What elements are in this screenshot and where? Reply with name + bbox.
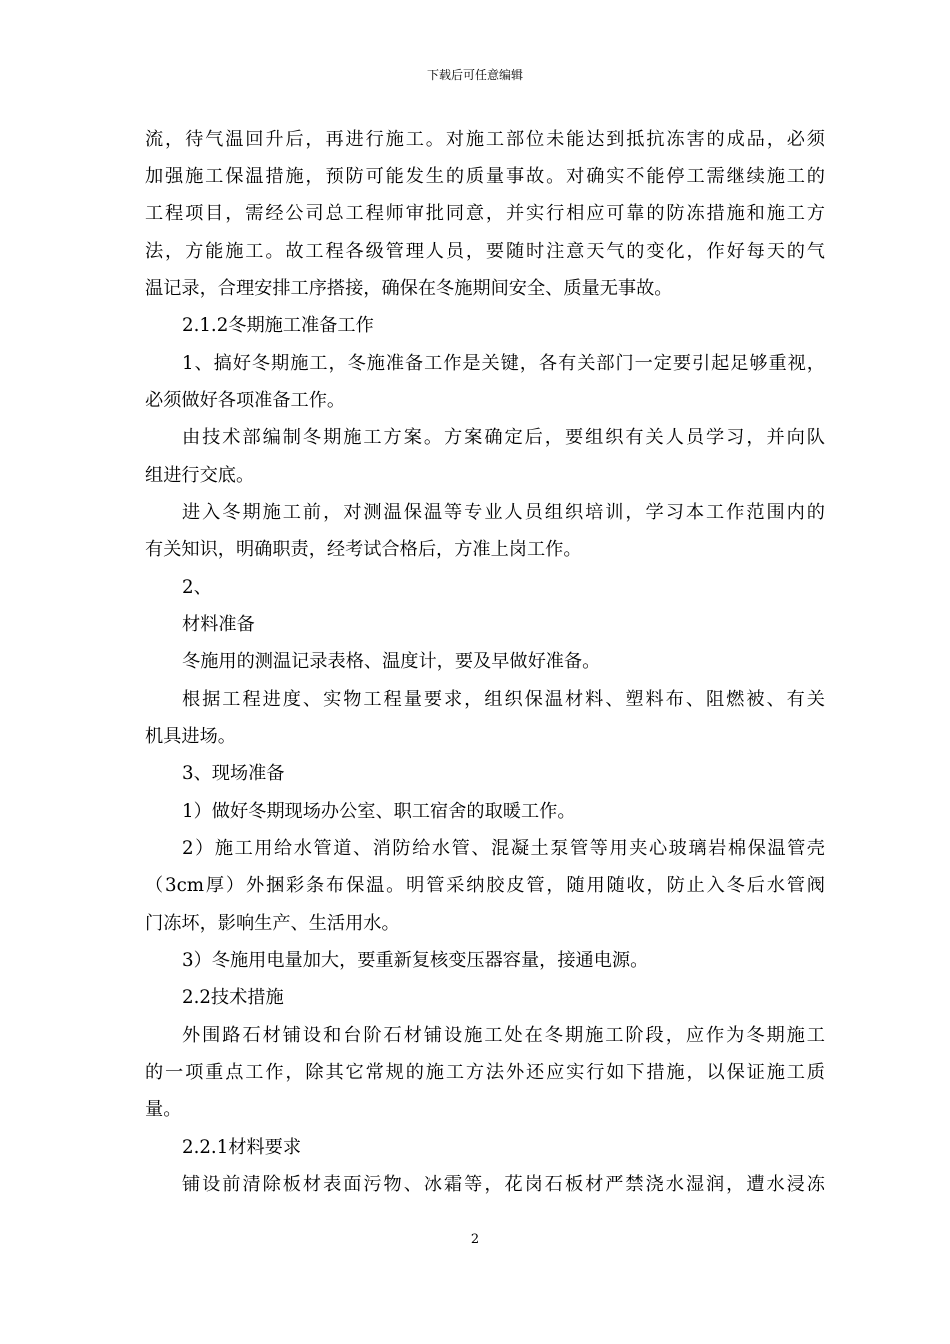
paragraph-line: （3cm厚）外捆彩条布保温。明管采纳胶皮管，随用随收，防止入冬后水管阀 <box>145 875 825 896</box>
paragraph-line: 机具进场。 <box>145 726 236 747</box>
paragraph-line: 温记录，合理安排工序搭接，确保在冬施期间安全、质量无事故。 <box>145 278 673 299</box>
paragraph-line: 进入冬期施工前，对测温保温等专业人员组织培训，学习本工作范围内的 <box>182 502 825 523</box>
paragraph-line: 量。 <box>145 1099 182 1120</box>
paragraph-line: 工程项目，需经公司总工程师审批同意，并实行相应可靠的防冻措施和施工方 <box>145 203 825 224</box>
section-heading: 3、现场准备 <box>182 763 285 784</box>
paragraph-line: 加强施工保温措施，预防可能发生的质量事故。对确实不能停工需继续施工的 <box>145 166 825 187</box>
paragraph-line: 由技术部编制冬期施工方案。方案确定后，要组织有关人员学习，并向队 <box>182 427 825 448</box>
section-heading: 材料准备 <box>182 614 255 635</box>
paragraph-line: 根据工程进度、实物工程量要求，组织保温材料、塑料布、阻燃被、有关 <box>182 689 825 710</box>
paragraph-line: 法，方能施工。故工程各级管理人员，要随时注意天气的变化，作好每天的气 <box>145 241 825 262</box>
paragraph-line: 外围路石材铺设和台阶石材铺设施工处在冬期施工阶段，应作为冬期施工 <box>182 1025 825 1046</box>
paragraph-line: 必须做好各项准备工作。 <box>145 390 346 411</box>
section-heading: 2.1.2冬期施工准备工作 <box>182 315 374 336</box>
paragraph-line: 有关知识，明确职责，经考试合格后，方准上岗工作。 <box>145 539 582 560</box>
section-heading: 2.2技术措施 <box>182 987 284 1008</box>
page-header: 下载后可任意编辑 <box>426 68 523 82</box>
page-number: 2 <box>470 1232 480 1247</box>
paragraph-line: 组进行交底。 <box>145 465 255 486</box>
paragraph-line: 1、搞好冬期施工，冬施准备工作是关键，各有关部门一定要引起足够重视， <box>182 353 825 374</box>
paragraph-line: 冬施用的测温记录表格、温度计，要及早做好准备。 <box>182 651 601 672</box>
paragraph-line: 铺设前清除板材表面污物、冰霜等，花岗石板材严禁浇水湿润，遭水浸冻 <box>182 1174 825 1195</box>
list-item: 3）冬施用电量加大，要重新复核变压器容量，接通电源。 <box>182 950 649 971</box>
paragraph-line: 的一项重点工作，除其它常规的施工方法外还应实行如下措施，以保证施工质 <box>145 1062 825 1083</box>
list-item: 2）施工用给水管道、消防给水管、混凝土泵管等用夹心玻璃岩棉保温管壳 <box>182 838 825 859</box>
paragraph-line: 流，待气温回升后，再进行施工。对施工部位未能达到抵抗冻害的成品，必须 <box>145 129 825 150</box>
list-item: 1）做好冬期现场办公室、职工宿舍的取暖工作。 <box>182 801 576 822</box>
section-heading: 2.2.1材料要求 <box>182 1137 302 1158</box>
list-number: 2、 <box>182 577 212 598</box>
paragraph-line: 门冻坏，影响生产、生活用水。 <box>145 913 400 934</box>
